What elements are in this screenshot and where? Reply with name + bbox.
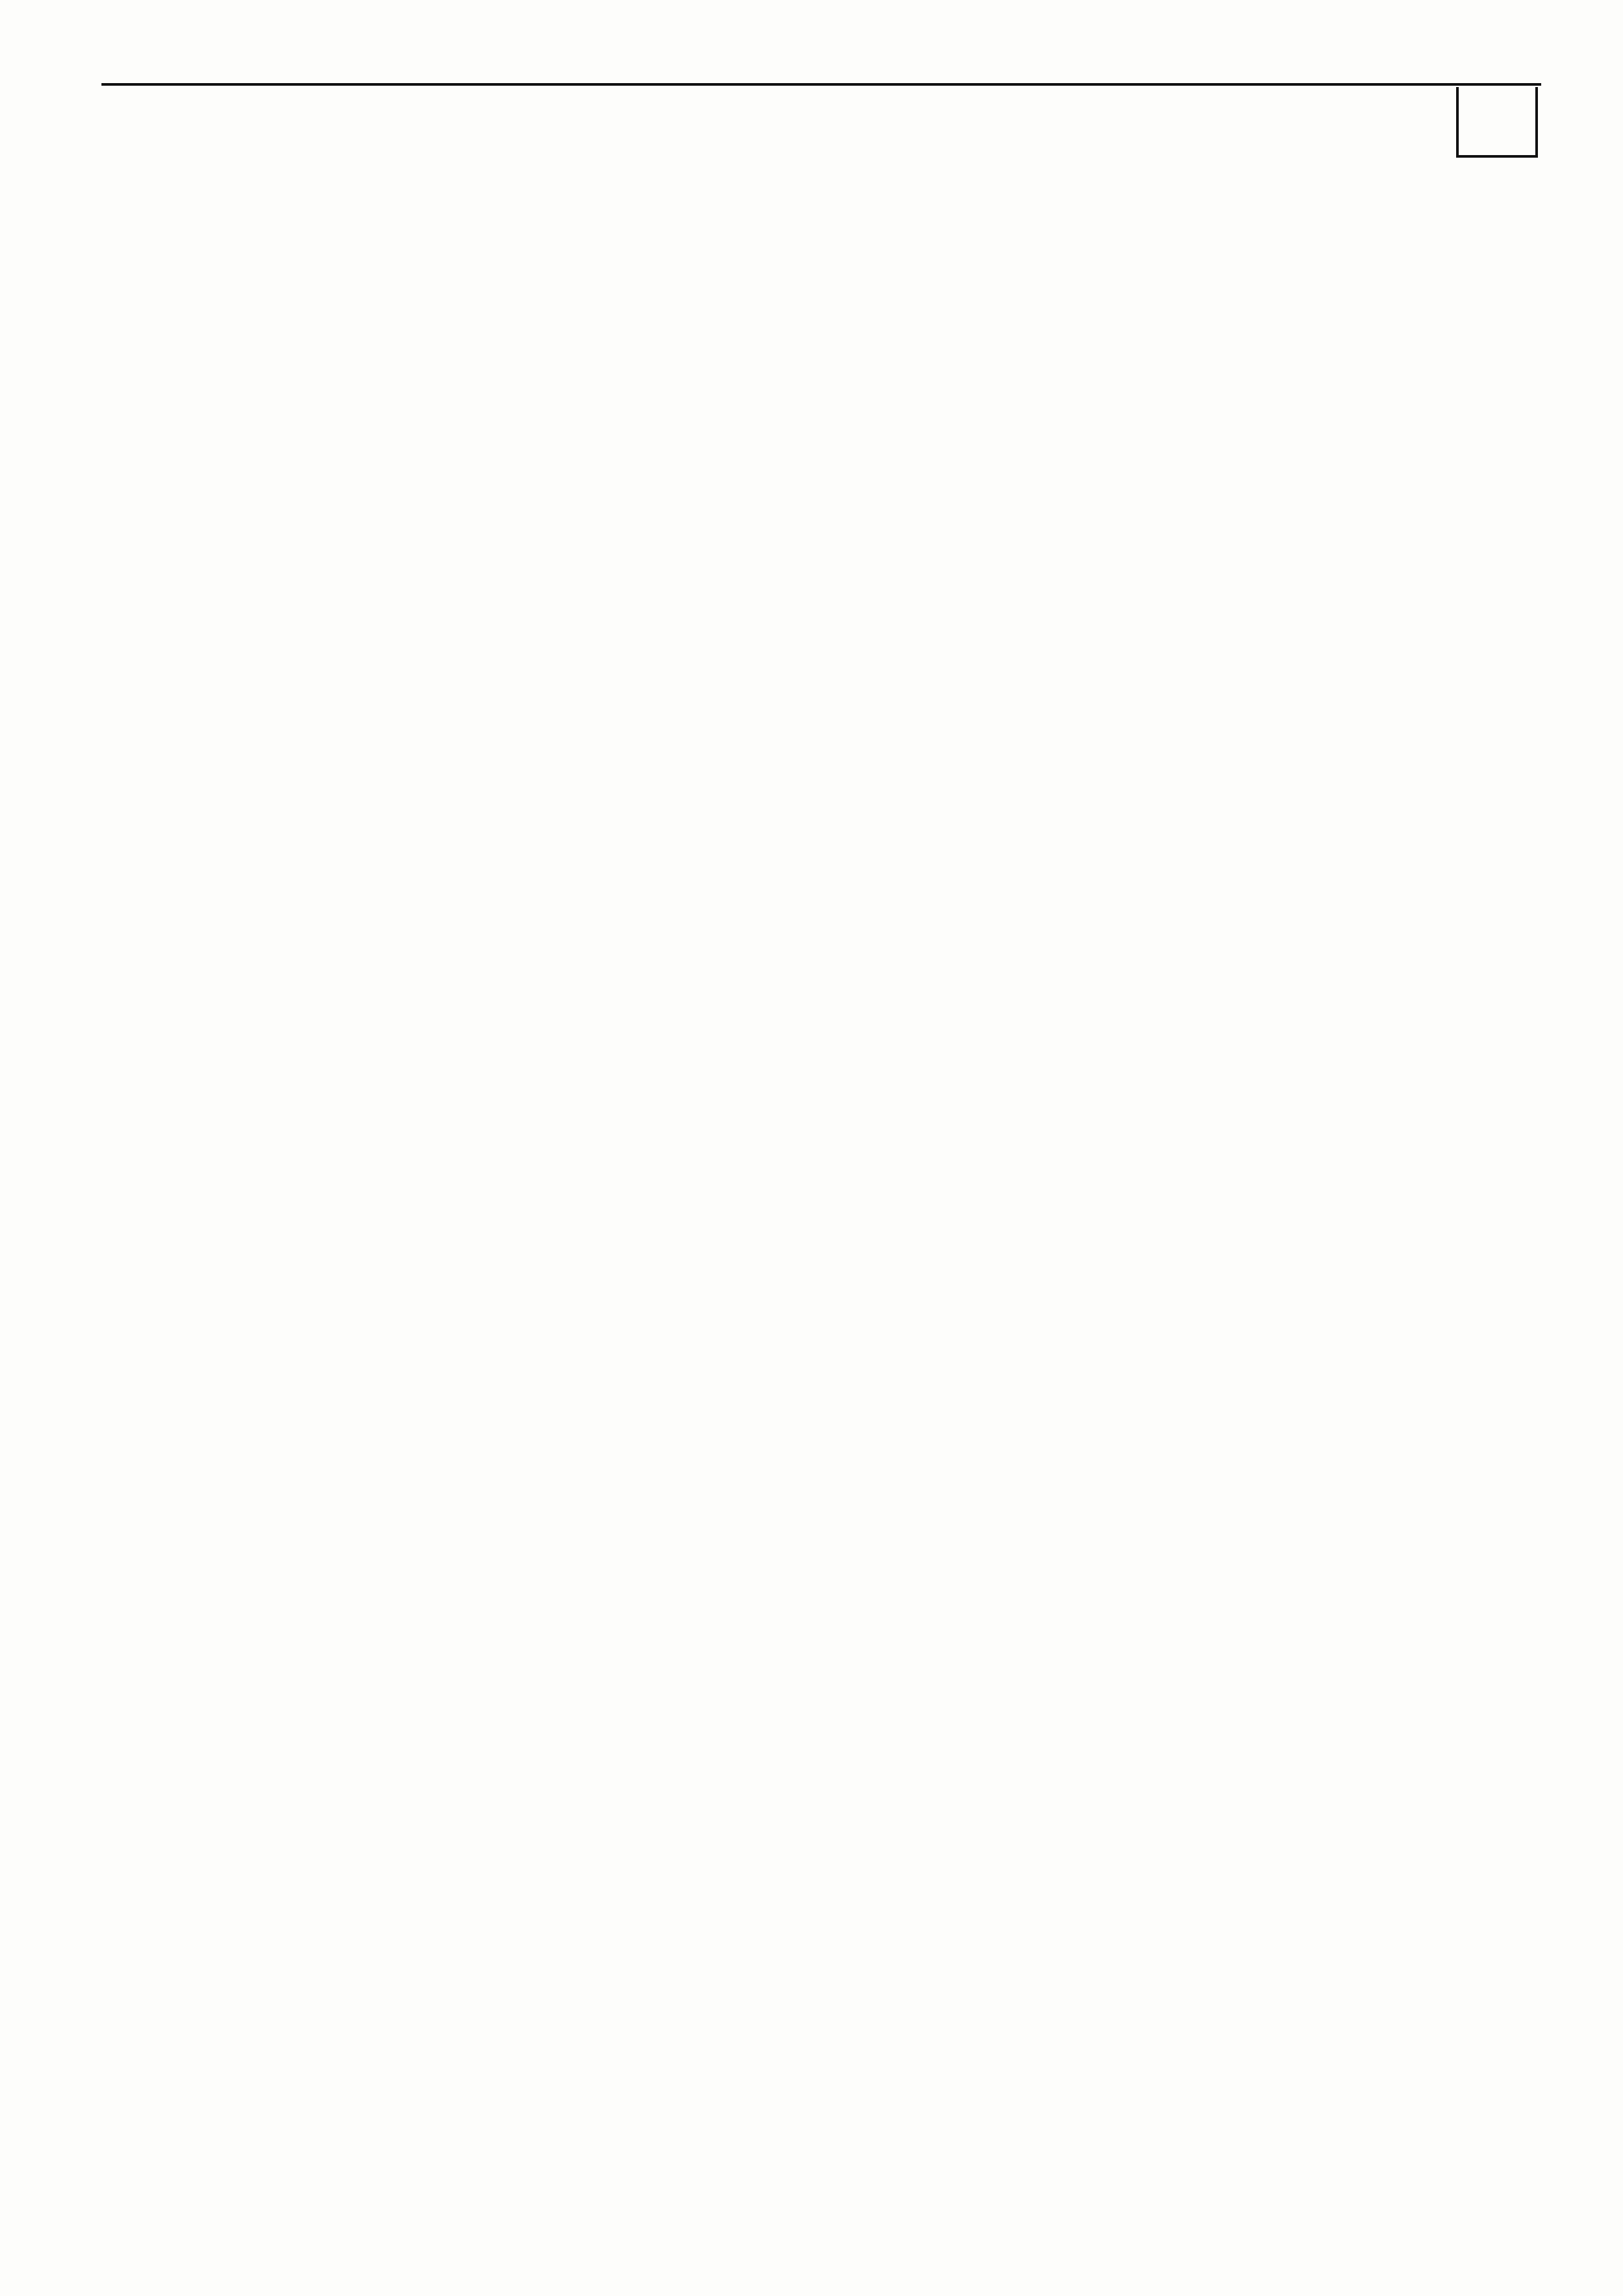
page-number-box [1456,87,1538,158]
top-rule [101,83,1541,86]
